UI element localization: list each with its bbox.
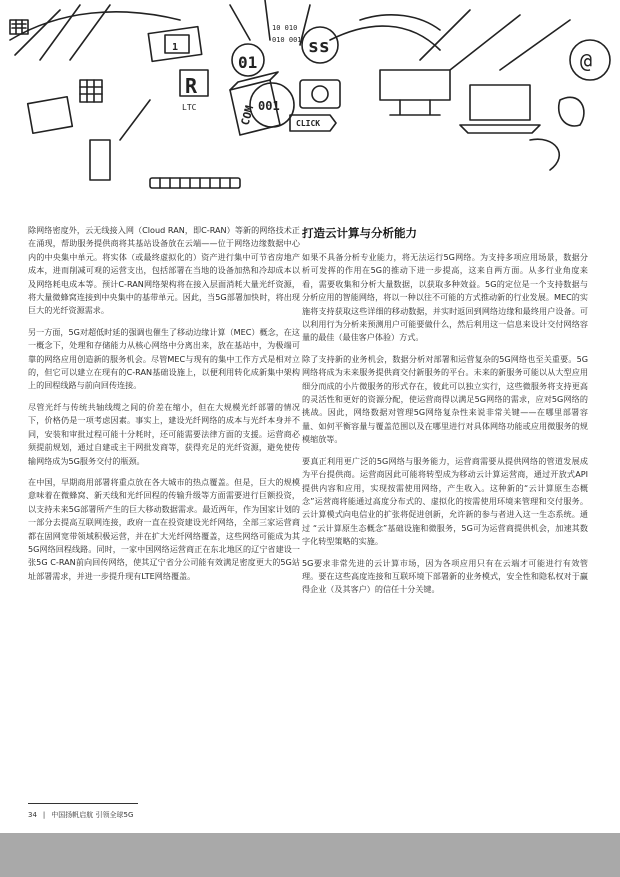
doodle-illustration — [0, 0, 620, 200]
left-paragraph-1: 除网络密度外，云无线接入网（Cloud RAN，即C-RAN）等新的网络技术正在涌现，帮助服务提供商将其基站设备放在云端——位于网络边缘数据中心内的中央集中单元。将实体（或最终虚拟化的）资产进行集中可节省房地产成本，进而削减可观的运营支出，包括部署在当地的设备加热和冷却成本以及网络耗电成本等。预计C-RAN网络架构将在接入层面消耗大量光纤资源，将大量微蜂窝连接到中央集中的基带单元。因此，当5G部署加快时，将出现巨大的光纤资源需求。 — [28, 225, 300, 316]
footer-separator: | — [42, 811, 46, 819]
left-paragraph-3: 尽管光纤与传统共轴线缆之间的价差在缩小，但在大规模光纤部署的情况下，价格仍是一项考虑因素。事实上，建设光纤网络的成本与光纤本身并不同，安装和审批过程可能十分耗时，还可能需要法律方面的支援。运营商必须提前规划，通过自建或主干网批发商等，获得充足的光纤资源，避免使传输网络成为5G服务交付的瓶颈。 — [28, 401, 300, 466]
right-paragraph-3: 要真正利用更广泛的5G网络与服务能力，运营商需要从提供网络的管道发展成为平台提供商。运营商因此可能将转型成为移动云计算运营商，通过开放式API提供内容和应用，实现按需使用网络，产生收入。这种新的“云计算原生态概念”运营商将能通过高度分布式的、虚拟化的按需使用环境来管理和交付服务。云计算模式向电信业的扩张将促进创新，允许新的参与者进入这一生态系统。通过 “云计算原生态概念”基础设施和微服务，5G可为运营商提供机会，加速其数字化转型策略的实施。 — [302, 455, 588, 547]
page-number: 34 — [28, 811, 37, 819]
doodle-label-ss: ss — [308, 36, 330, 57]
doodle-label-at: @ — [580, 49, 593, 73]
doodle-label-01: 01 — [238, 53, 258, 72]
doodle-label-001: 001 — [258, 99, 280, 113]
doodle-label-r: R — [185, 74, 198, 98]
doodle-label-10010: 10 010 — [272, 24, 298, 32]
bottom-band — [0, 833, 620, 877]
section-title: 打造云计算与分析能力 — [302, 226, 417, 240]
doodle-label-1: 1 — [172, 42, 179, 53]
running-title: 中国扬帆启航 引领全球5G — [51, 811, 134, 819]
doodle-label-ltc: LTC — [182, 103, 197, 112]
left-paragraph-4: 在中国，早期商用部署将重点放在各大城市的热点覆盖。但是，巨大的规模意味着在微蜂窝、新天线和光纤回程的传输升级等方面需要进行巨额投资，以支持未来5G部署所产生的巨大移动数据需求。最近两年，作为国家计划的一部分去提高互联网连接，政府一直在投资建设光纤网络，全部三家运营商都在固网宽带领域积极运营，并在扩大光纤网络覆盖，这些网络可能成为其5G网络回程线路。同时，一家中国网络运营商正在东北地区的辽宁省建设一张5G C-RAN前向回传网络，使其辽宁省分公司能有效满足密度更大的5G站址部署需求，并进一步提升现有LTE网络覆盖。 — [28, 476, 300, 581]
right-paragraph-1: 如果不具备分析专业能力，将无法运行5G网络。为支持多项应用场景，数据分析可发挥的作用在5G的推动下进一步提高，这来自两方面。从多行业角度来看，需要收集和分析大量数据，以获取多种效益。5G的定位是一个支持数据与分析应用的智能网络，将以一种以往不可能的方式推动新的行业发展。MEC的实施将支持获取这些详细的移动数据，并实时返回到网络边缘和最终用户设备。可以利用行为分析来预测用户可能要做什么，然后利用这一信息来设计交付网络容量的最佳（最佳客户体验）方式。 — [302, 252, 588, 343]
right-paragraph-2: 除了支持新的业务机会，数据分析对部署和运营复杂的5G网络也至关重要。5G网络将成为未来服务提供商交付新服务的平台。未来的新服务可能以从大型应用细分而成的小片微服务的形式存在，彼此可以独立实行，这些微服务将支持更高的灵活性和更好的资源分配，使运营商得以满足5G网络的需求，应对5G网络的挑战。因此，网络数据对管理5G网络复杂性来说非常关键——在哪里部署容量、如何平衡容量与覆盖范围以及在哪里进行对具体网络功能或应用微服务的规模缩放等。 — [302, 353, 588, 445]
doodle-label-com: COM — [238, 104, 257, 127]
footer-rule — [28, 803, 138, 804]
left-paragraph-2: 另一方面，5G对超低时延的强调也催生了移动边缘计算（MEC）概念，在这一概念下，处理和存储能力从核心网络中分离出来，放在基站中，为极端可靠的网络应用创造新的服务机会。尽管MEC与现有的集中工作方式是相对立的，但它可以建立在现有的C-RAN基础设施上，以便利用转化成新集中架构上的回程线路与前向回传连接。 — [28, 326, 300, 391]
doodle-label-click: CLICK — [296, 119, 321, 128]
right-paragraph-4: 5G要求非常先进的云计算市场，因为各项应用只有在云端才可能进行有效管理。要在这些高度连接和互联环境下部署新的业务模式，安全性和隐私权对于赢得企业（及其客户）的信任十分关键。 — [302, 557, 588, 595]
page-footer — [28, 810, 133, 820]
doodle-label-010001: 010 001 — [272, 36, 302, 44]
left-column — [28, 224, 300, 591]
right-column — [302, 226, 588, 605]
